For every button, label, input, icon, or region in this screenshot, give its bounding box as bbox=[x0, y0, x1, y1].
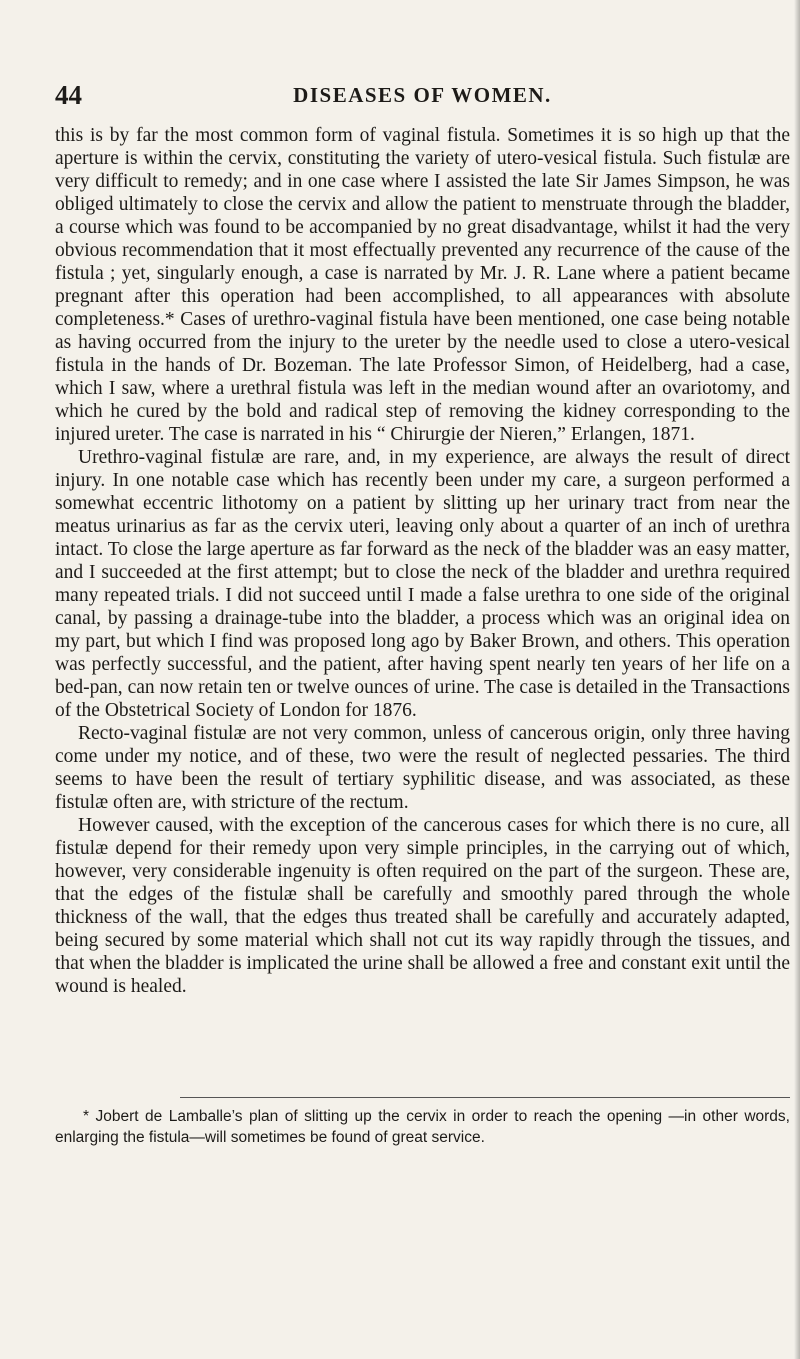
paragraph-treatment: However caused, with the exception of the cancerous cases for which there is no cure, all fistulæ depend for their remedy upon very simple principles, in the carrying out of which, however, very considerable ingenuity is often required on the part of the surgeon. These are, that the edges of the fistulæ shall be carefully and smoothly pared through the whole thickness of the wall, that the edges thus treated shall be carefully and accurately adapted, being secured by some material which shall not cut its way rapidly through the tissues, and that when the bladder is implicated the urine shall be allowed a free and constant exit until the wound is healed. bbox=[55, 815, 790, 997]
paragraph-urethro-vaginal: Urethro-vaginal fistulæ are rare, and, in my experience, are always the result of direct injury. In one notable case which has recently been under my care, a surgeon performed a somewhat eccentric lithotomy on a patient by slitting up her urinary tract from near the meatus urinarius as far as the cervix uteri, leaving only about a quarter of an inch of urethra intact. To close the large aperture as far forward as the neck of the bladder was an easy matter, and I succeeded at the first attempt; but to close the neck of the bladder and urethra required many repeated trials. I did not succeed until I made a false urethra to one side of the original canal, by passing a drainage-tube into the bladder, a process which was an original idea on my part, but which I find was proposed long ago by Baker Brown, and others. This operation was perfectly successful, and the patient, after having spent nearly ten years of her life on a bed-pan, can now retain ten or twelve ounces of urine. The case is detailed in the Transactions of the Obstetrical Society of London for 1876. bbox=[55, 447, 790, 721]
footnote-rule bbox=[180, 1097, 790, 1098]
running-head: DISEASES OF WOMEN. bbox=[293, 83, 552, 107]
paragraph-recto-vaginal: Recto-vaginal fistulæ are not very common, unless of cancerous origin, only three having come under my notice, and of these, two were the result of neglected pessaries. The third seems to have been the result of tertiary syphilitic disease, and was associated, as these fistulæ often are, with stricture of the rectum. bbox=[55, 723, 790, 813]
footnote bbox=[55, 1106, 790, 1148]
page-number: 44 bbox=[55, 80, 82, 110]
page-header bbox=[55, 80, 790, 110]
paragraph-continuation: this is by far the most common form of vaginal fistula. Sometimes it is so high up that the aperture is within the cervix, constituting the variety of utero-vesical fistula. Such fistulæ are very difficult to remedy; and in one case where I assisted the late Sir James Simpson, he was obliged ultimately to close the cervix and allow the patient to menstruate through the bladder, a course which was found to be accompanied by no great disadvantage, whilst it had the very obvious recommendation that it most effectually prevented any recurrence of the cause of the fistula ; yet, singularly enough, a case is narrated by Mr. J. R. Lane where a patient became pregnant after this operation had been accomplished, to all appearances with absolute completeness.* Cases of urethro-vaginal fistula have been mentioned, one case being notable as having occurred from the injury to the ureter by the needle used to close a utero-vesical fistula in the hands of Dr. Bozeman. The late Professor Simon, of Heidelberg, had a case, which I saw, where a urethral fistula was left in the median wound after an ovariotomy, and which he cured by the bold and radical step of removing the kidney corresponding to the injured ureter. The case is narrated in his “ Chirurgie der Nieren,” Erlangen, 1871. bbox=[55, 125, 790, 445]
body-text bbox=[55, 124, 790, 998]
footnote-text: * Jobert de Lamballe’s plan of slitting up the cervix in order to reach the opening —in other words, enlarging the fistula—will sometimes be found of great service. bbox=[55, 1108, 790, 1146]
page-edge-shadow bbox=[794, 0, 800, 1359]
